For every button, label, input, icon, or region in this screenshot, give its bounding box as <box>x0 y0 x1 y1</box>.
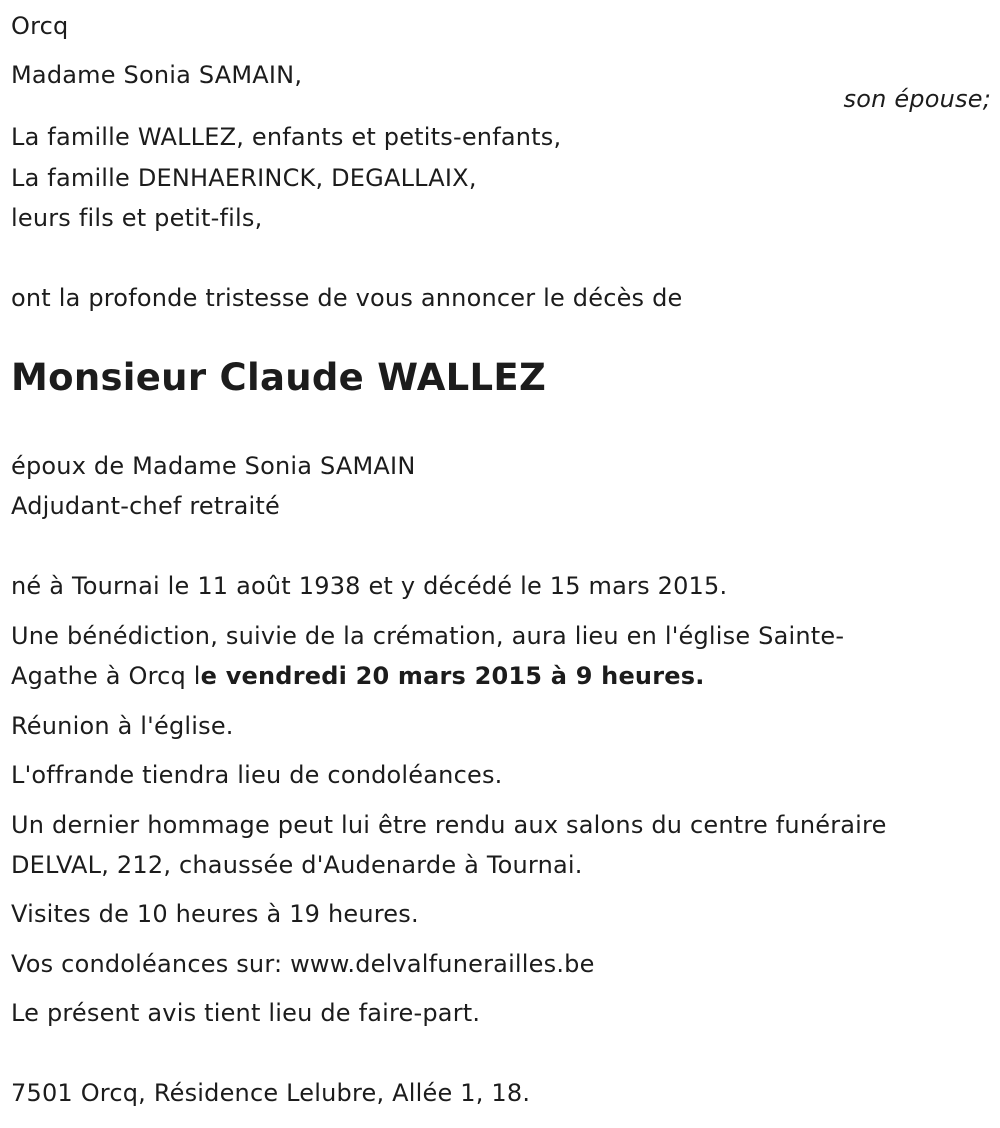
announcement-text: ont la profonde tristesse de vous annoncer le décès de <box>11 284 683 312</box>
tribute-line-2: DELVAL, 212, chaussée d'Audenarde à Tournai. <box>11 851 583 879</box>
spouse-name: Madame Sonia SAMAIN, <box>11 61 303 89</box>
condolences-text: Vos condoléances sur: www.delvalfunerailles.be <box>11 950 595 978</box>
family-line-denhaerinck: La famille DENHAERINCK, DEGALLAIX, <box>11 164 477 192</box>
family-line-descendants: leurs fils et petit-fils, <box>11 204 263 232</box>
birth-death-text: né à Tournai le 11 août 1938 et y décédé le 15 mars 2015. <box>11 572 728 600</box>
deceased-spouse-of: époux de Madame Sonia SAMAIN <box>11 452 416 480</box>
offering-text: L'offrande tiendra lieu de condoléances. <box>11 761 503 789</box>
deceased-title: Adjudant-chef retraité <box>11 492 280 520</box>
ceremony-line-1: Une bénédiction, suivie de la crémation, aura lieu en l'église Sainte- <box>11 622 845 650</box>
deceased-name: Monsieur Claude WALLEZ <box>11 356 547 399</box>
spouse-role: son épouse; <box>843 85 991 113</box>
address-text: 7501 Orcq, Résidence Lelubre, Allée 1, 18. <box>11 1079 531 1107</box>
visits-text: Visites de 10 heures à 19 heures. <box>11 900 419 928</box>
family-line-wallez: La famille WALLEZ, enfants et petits-enfants, <box>11 123 562 151</box>
ceremony-line-2 <box>11 661 705 691</box>
tribute-line-1: Un dernier hommage peut lui être rendu aux salons du centre funéraire <box>11 811 887 839</box>
notice-text: Le présent avis tient lieu de faire-part. <box>11 999 481 1027</box>
header-place: Orcq <box>11 12 69 40</box>
ceremony-line-2-plain: Agathe à Orcq l <box>11 662 201 690</box>
ceremony-date-time: e vendredi 20 mars 2015 à 9 heures. <box>200 662 705 690</box>
meeting-text: Réunion à l'église. <box>11 712 234 740</box>
